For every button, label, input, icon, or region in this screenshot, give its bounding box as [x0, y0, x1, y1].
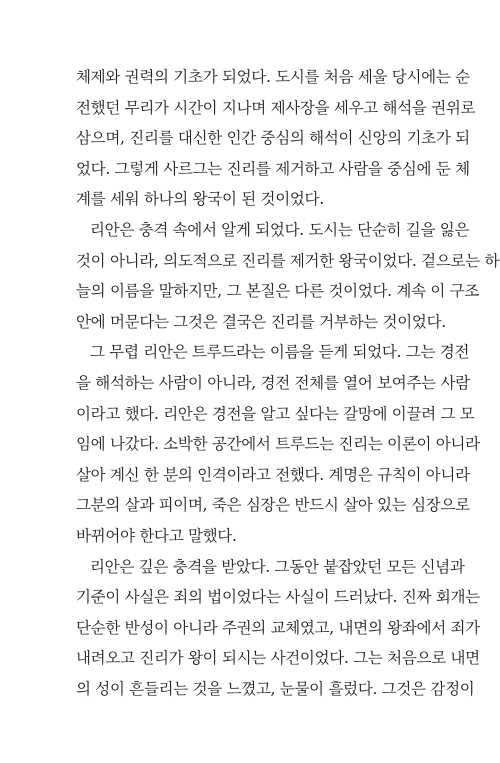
text-line: 내려오고 진리가 왕이 되시는 사건이었다. 그는 처음으로 내면	[76, 649, 480, 668]
text-line: 의 성이 흔들리는 것을 느꼈고, 눈물이 흘렀다. 그것은 감정이	[76, 679, 475, 698]
text-line: 기준이 사실은 죄의 법이었다는 사실이 드러났다. 진짜 회개는	[76, 588, 480, 607]
text-line: 그 무렵 리안은 트루드라는 이름을 듣게 되었다. 그는 경전	[90, 343, 470, 362]
text-line: 것이 아니라, 의도적으로 진리를 제거한 왕국이었다. 겉으로는 하	[76, 251, 500, 270]
text-line: 전했던 무리가 시간이 지나며 제사장을 세우고 해석을 권위로	[76, 98, 476, 117]
paragraph-2	[76, 215, 500, 337]
text-line: 체제와 권력의 기초가 되었다. 도시를 처음 세울 당시에는 순	[76, 68, 470, 86]
text-line: 늘의 이름을 말하지만, 그 본질은 다른 것이었다. 계속 이 구조	[76, 282, 480, 301]
body-text	[76, 62, 500, 704]
paragraph-4	[76, 552, 480, 705]
text-line: 이라고 했다. 리안은 경전을 알고 싶다는 갈망에 이끌려 그 모	[76, 404, 475, 423]
text-line: 단순한 반성이 아니라 주권의 교체였고, 내면의 왕좌에서 죄가	[76, 618, 480, 637]
text-line: 그분의 살과 피이며, 죽은 심장은 반드시 살아 있는 심장으로	[76, 496, 470, 515]
text-line: 바뀌어야 한다고 말했다.	[76, 526, 237, 545]
text-line: 계를 세워 하나의 왕국이 된 것이었다.	[76, 190, 324, 209]
text-line: 삼으며, 진리를 대신한 인간 중심의 해석이 신앙의 기초가 되	[76, 129, 470, 148]
text-line: 살아 계신 한 분의 인격이라고 전했다. 계명은 규칙이 아니라	[76, 465, 470, 484]
text-line: 안에 머문다는 그것은 결국은 진리를 거부하는 것이었다.	[76, 312, 446, 331]
text-line: 었다. 그렇게 사르그는 진리를 제거하고 사람을 중심에 둔 체	[76, 159, 470, 178]
text-line: 임에 나갔다. 소박한 공간에서 트루드는 진리는 이론이 아니라	[76, 435, 480, 454]
paragraph-3	[76, 337, 480, 551]
text-line: 리안은 충격 속에서 알게 되었다. 도시는 단순히 길을 잃은	[90, 220, 470, 239]
text-line: 을 해석하는 사람이 아니라, 경전 전체를 열어 보여주는 사람	[76, 373, 470, 392]
paragraph-1	[76, 62, 476, 215]
text-line: 리안은 깊은 충격을 받았다. 그동안 붙잡았던 모든 신념과	[90, 557, 465, 576]
